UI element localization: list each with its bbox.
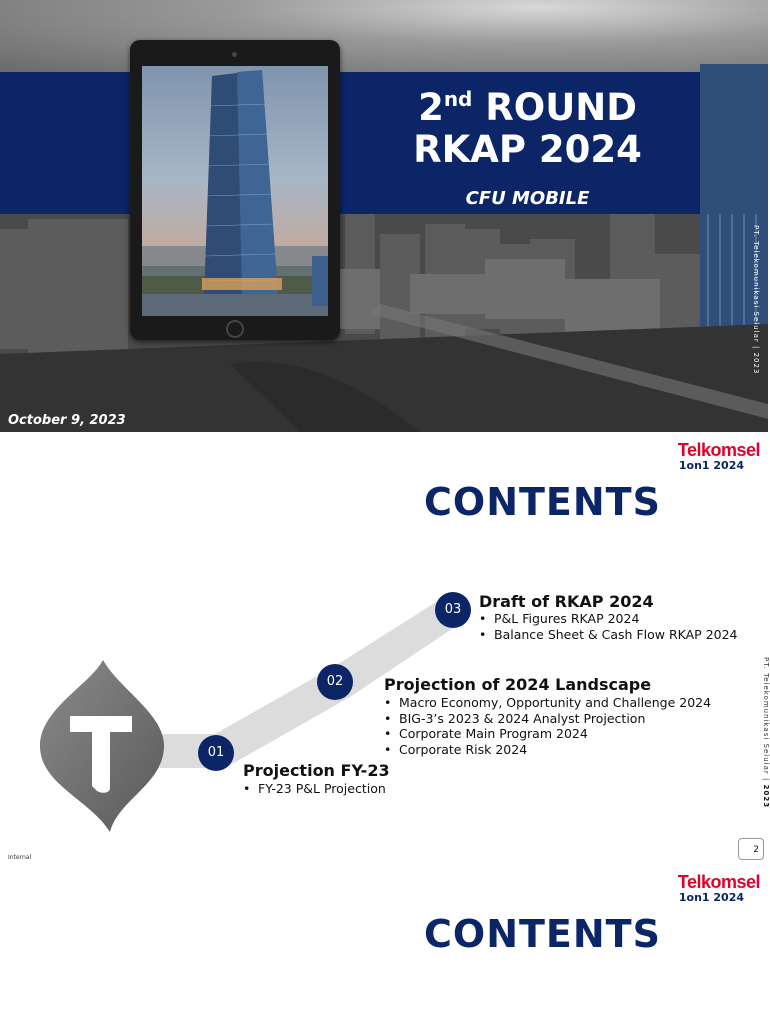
cover-slide: [0, 0, 768, 432]
brand-name: Telkomsel: [677, 440, 760, 460]
brand-tagline: 1on1 2024: [678, 459, 744, 472]
list-item: • P&L Figures RKAP 2024: [479, 611, 738, 627]
cover-vertical-text: PT. Telekomunikasi Selular | 2023: [752, 225, 760, 375]
section-number-01: 01: [198, 735, 234, 771]
section-number-02: 02: [317, 664, 353, 700]
list-item: • FY-23 P&L Projection: [243, 781, 386, 797]
tablet-home-button: [226, 320, 244, 338]
contents-title: CONTENTS: [424, 912, 661, 956]
tablet-frame: [130, 40, 340, 340]
tablet-camera: [232, 52, 237, 57]
list-item: • Balance Sheet & Cash Flow RKAP 2024: [479, 627, 738, 643]
contents-slide: [0, 432, 768, 864]
sky-background: [0, 0, 768, 72]
section-list-02: [384, 695, 711, 757]
list-item: • Macro Economy, Opportunity and Challenge 2024: [384, 695, 711, 711]
page-number: 2: [738, 838, 764, 860]
tablet-screen-image: [142, 66, 328, 316]
section-list-01: [243, 781, 386, 797]
list-item: • BIG-3’s 2023 & 2024 Analyst Projection: [384, 711, 711, 727]
telkomsel-t-icon: [40, 660, 166, 832]
classification-label: Internal: [8, 854, 32, 861]
section-heading-02: Projection of 2024 Landscape: [384, 675, 652, 694]
list-item: • Corporate Main Program 2024: [384, 726, 711, 742]
cover-date: October 9, 2023: [8, 413, 126, 428]
brand-name: Telkomsel: [677, 872, 760, 892]
section-heading-01: Projection FY-23: [243, 761, 390, 780]
cover-subtitle: CFU MOBILE: [465, 188, 590, 209]
contents-slide-2: [0, 864, 768, 1024]
section-heading-03: Draft of RKAP 2024: [479, 592, 654, 611]
section-number-03: 03: [435, 592, 471, 628]
contents-title: CONTENTS: [424, 480, 661, 524]
list-item: • Corporate Risk 2024: [384, 742, 711, 758]
tower-image: [142, 66, 328, 316]
vertical-company-text: PT. Telekomunikasi Selular | 2023: [762, 657, 770, 809]
telkomsel-logo: [678, 872, 760, 904]
city-skyline-image: [0, 214, 768, 432]
section-list-03: [479, 611, 738, 642]
cover-title: 2nd ROUND RKAP 2024: [413, 86, 642, 171]
brand-tagline: 1on1 2024: [678, 891, 744, 904]
